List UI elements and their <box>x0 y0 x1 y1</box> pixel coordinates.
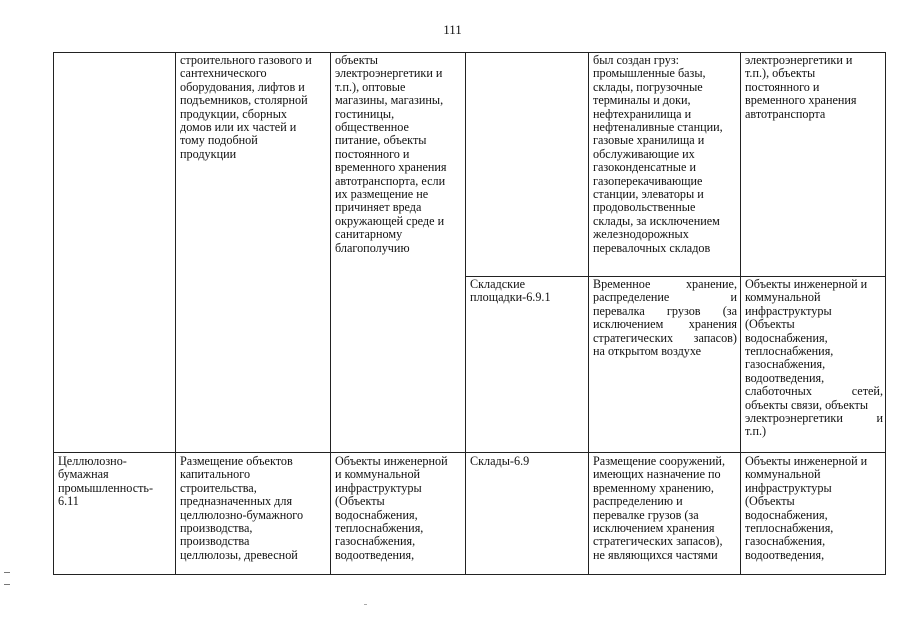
text-line: Склады-6.9 <box>470 455 530 468</box>
row1-conditional-description-cell <box>593 54 737 255</box>
text-line: благополучию <box>335 240 410 255</box>
text-line: теплоснабжения, <box>745 344 834 359</box>
text-line: гостиницы, <box>335 106 395 121</box>
text-line: газовые хранилища и <box>593 133 705 148</box>
text-line: теплоснабжения, <box>335 521 424 536</box>
text-line: коммунальной <box>745 290 821 305</box>
row2-conditional-use-name-cell <box>470 455 586 468</box>
land-use-table <box>53 52 886 575</box>
text-line: временного хранения <box>335 160 447 175</box>
row2-use-name-cell <box>58 455 173 509</box>
text-line: перевалочных складов <box>593 240 711 255</box>
text-line: обслуживающие их <box>593 146 695 161</box>
text-line: т.п.) <box>745 424 767 439</box>
row1-conditional-auxiliary-cell <box>745 54 883 121</box>
text-line: санитарному <box>335 227 403 242</box>
margin-mark <box>4 572 10 573</box>
text-line: производства <box>180 534 250 549</box>
text-line: электроэнергетики и <box>745 54 853 67</box>
row1-auxiliary-uses-cell <box>335 54 463 255</box>
text-line: (Объекты <box>335 494 385 509</box>
text-line: Временное хранение, <box>593 278 737 291</box>
text-line: на открытом воздухе <box>593 344 702 359</box>
text-line: объекты <box>335 54 378 67</box>
row2-conditional-auxiliary-cell <box>745 455 883 562</box>
text-line: окружающей среде и <box>335 213 445 228</box>
text-line: общественное <box>335 120 409 135</box>
text-line: автотранспорта <box>745 106 826 121</box>
text-line: исключением хранения <box>593 521 715 536</box>
text-line: магазины, магазины, <box>335 93 444 108</box>
text-line: станции, элеваторы и <box>593 187 704 202</box>
row2-auxiliary-uses-cell <box>335 455 463 562</box>
text-line: распределение и <box>593 290 737 305</box>
text-line: нефтеналивные станции, <box>593 120 723 135</box>
row2-conditional-description-cell <box>593 455 737 562</box>
text-line: Размещение сооружений, <box>593 455 725 468</box>
text-line: промышленность- <box>58 480 154 495</box>
text-line: электроэнергетики и <box>745 411 883 426</box>
text-line: целлюлозно-бумажного <box>180 507 304 522</box>
text-line: инфраструктуры <box>335 480 422 495</box>
text-line: водоснабжения, <box>745 507 828 522</box>
text-line: распределению и <box>593 494 683 509</box>
text-line: водоотведения, <box>745 547 825 562</box>
text-line: объекты связи, объекты <box>745 397 869 412</box>
text-line: теплоснабжения, <box>745 521 834 536</box>
text-line: не являющихся частями <box>593 547 718 562</box>
text-line: склады, за исключением <box>593 213 720 228</box>
sub-row-description-cell <box>593 278 737 358</box>
text-line: газоконденсатные и <box>593 160 696 175</box>
text-line: оборудования, лифтов и <box>180 79 305 94</box>
text-line: водоснабжения, <box>745 330 828 345</box>
text-line: имеющих назначение по <box>593 467 721 482</box>
text-line: электроэнергетики и <box>335 66 443 81</box>
text-line: автотранспорта, если <box>335 173 446 188</box>
text-line: строительного газового и <box>180 54 312 67</box>
text-line: слаботочных сетей, <box>745 384 883 399</box>
text-line: газоперекачивающие <box>593 173 703 188</box>
text-line: постоянного и <box>745 79 820 94</box>
text-line: Объекты инженерной и <box>745 278 868 291</box>
text-line: тому подобной <box>180 133 258 148</box>
text-line: газоснабжения, <box>745 534 826 549</box>
text-line: железнодорожных <box>593 227 689 242</box>
text-line: (Объекты <box>745 494 795 509</box>
text-line: целлюлозы, древесной <box>180 547 298 562</box>
text-line: продукции <box>180 146 237 161</box>
row2-description-cell <box>180 455 328 562</box>
text-line: водоотведения, <box>335 547 415 562</box>
text-line: исключением хранения <box>593 317 737 332</box>
text-line: газоснабжения, <box>745 357 826 372</box>
sub-row-auxiliary-cell <box>745 278 883 439</box>
text-line: водоотведения, <box>745 370 825 385</box>
text-line: перевалке грузов (за <box>593 507 699 522</box>
text-line: (Объекты <box>745 317 795 332</box>
text-line: домов или их частей и <box>180 120 297 135</box>
text-line: склады, погрузочные <box>593 79 703 94</box>
text-line: площадки-6.9.1 <box>470 290 551 305</box>
text-line: нефтехранилища и <box>593 106 692 121</box>
text-line: перевалка грузов (за <box>593 303 737 318</box>
text-line: Целлюлозно- <box>58 455 127 468</box>
text-line: промышленные базы, <box>593 66 706 81</box>
text-line: газоснабжения, <box>335 534 416 549</box>
text-line: Объекты инженерной и <box>745 455 868 468</box>
text-line: был создан груз: <box>593 54 680 67</box>
text-line: предназначенных для <box>180 494 293 509</box>
text-line: строительства, <box>180 480 257 495</box>
text-line: временного хранения <box>745 93 857 108</box>
text-line: коммунальной <box>745 467 821 482</box>
text-line: причиняет вреда <box>335 200 422 215</box>
text-line: т.п.), объекты <box>745 66 816 81</box>
text-line: продукции, сборных <box>180 106 287 121</box>
text-line: производства, <box>180 521 253 536</box>
row1-description-cell <box>180 54 328 161</box>
text-line: продовольственные <box>593 200 696 215</box>
sub-row-use-name-cell <box>470 278 586 305</box>
text-line: их размещение не <box>335 187 429 202</box>
text-line: сантехнического <box>180 66 267 81</box>
text-line: 6.11 <box>58 494 79 509</box>
text-line: стратегических запасов), <box>593 534 723 549</box>
text-line: подъемников, столярной <box>180 93 308 108</box>
text-line: и коммунальной <box>335 467 421 482</box>
margin-mark <box>4 584 10 585</box>
text-line: капитального <box>180 467 251 482</box>
text-line: бумажная <box>58 467 109 482</box>
text-line: Объекты инженерной <box>335 455 448 468</box>
text-line: временному хранению, <box>593 480 714 495</box>
text-line: водоснабжения, <box>335 507 418 522</box>
text-line: питание, объекты <box>335 133 427 148</box>
text-line: инфраструктуры <box>745 480 832 495</box>
text-line: терминалы и доки, <box>593 93 691 108</box>
scan-speck <box>364 604 367 605</box>
text-line: Размещение объектов <box>180 455 293 468</box>
text-line: Складские <box>470 278 526 291</box>
text-line: постоянного и <box>335 146 410 161</box>
text-line: инфраструктуры <box>745 303 832 318</box>
page-number: 111 <box>443 22 462 37</box>
text-line: т.п.), оптовые <box>335 79 406 94</box>
text-line: стратегических запасов) <box>593 330 737 345</box>
